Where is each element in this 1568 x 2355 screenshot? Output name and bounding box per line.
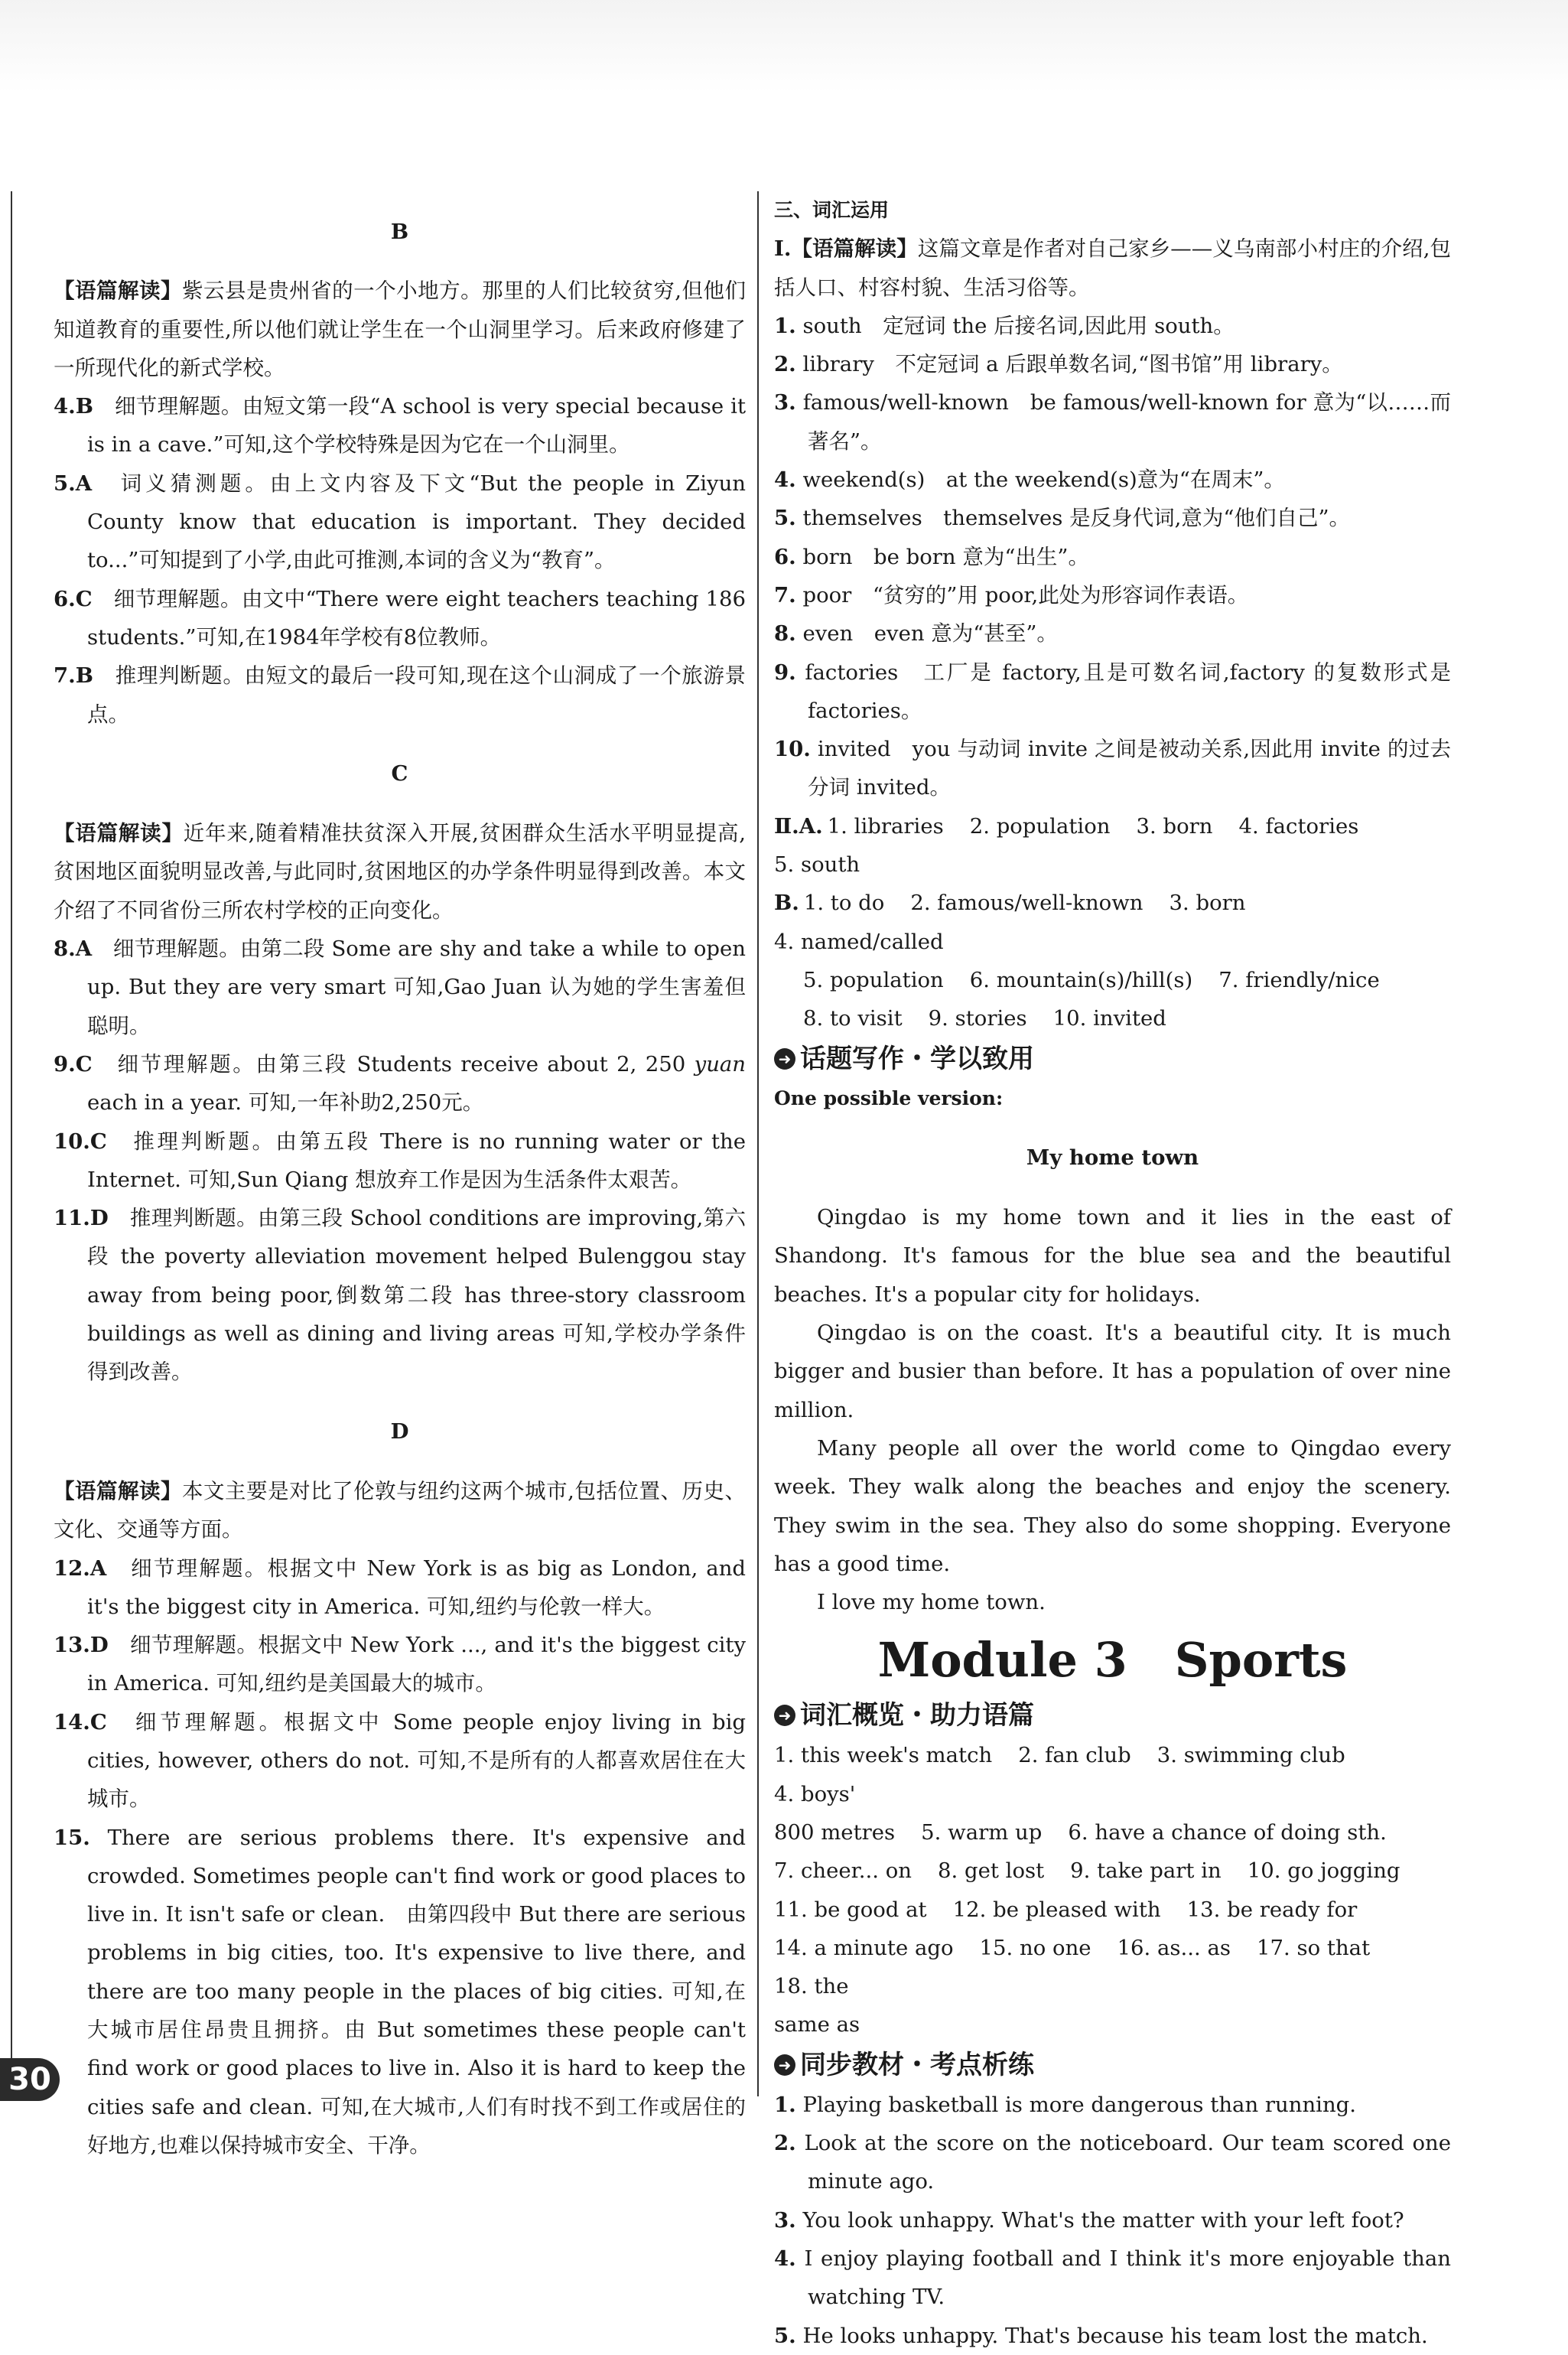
part-ii-b-row3: 8. to visit 9. stories 10. invited xyxy=(803,1006,1166,1031)
right-column xyxy=(774,191,1451,2355)
part-ii-b-row2: 5. population 6. mountain(s)/hill(s) 7. friendly/nice xyxy=(803,967,1380,992)
overview-row: 14. a minute ago 15. no one 16. as... as 17. so that 18. the xyxy=(774,1935,1371,1999)
answer-6: 6.C 细节理解题。由文中“There were eight teachers teaching 186 students.”可知,在1984年学校有8位教师。 xyxy=(54,586,747,650)
overview-row: same as xyxy=(774,2012,860,2037)
answer-8: 8.A 细节理解题。由第二段 Some are shy and take a while to open up. But they are very smart 可知,Gao Juan 认为她的学生害羞但聪明。 xyxy=(54,936,747,1038)
sync-section-title: ➜ 同步教材・考点析练 xyxy=(774,2044,1451,2086)
vocab-answer: 10. invited you 与动词 invite 之间是被动关系,因此用 invite 的过去分词 invited。 xyxy=(774,737,1451,800)
vocab-usage-heading: 三、词汇运用 xyxy=(774,199,890,221)
answer-13: 13.D 细节理解题。根据文中 New York ..., and it's the biggest city in America. 可知,纽约是美国最大的城市。 xyxy=(54,1633,746,1696)
overview-row: 7. cheer... on 8. get lost 9. take part in 10. go jogging xyxy=(774,1858,1400,1884)
arrow-circle-icon: ➜ xyxy=(774,1048,795,1070)
essay-paragraph: Qingdao is my home town and it lies in the east of Shandong. It's famous for the blue sea and the beautiful beaches. It's a popular city for holidays. xyxy=(774,1205,1451,1307)
left-column xyxy=(54,191,746,2164)
essay-paragraph: Many people all over the world come to Qingdao every week. They walk along the beaches and enjoy the scenery. They swim in the sea. They also do some shopping. Everyone has a good time. xyxy=(774,1435,1451,1576)
sync-answer: 1. Playing basketball is more dangerous than running. xyxy=(774,2092,1357,2117)
vocab-answer: 2. library 不定冠词 a 后跟单数名词,“图书馆”用 library。 xyxy=(774,352,1343,377)
reading-d: 【语篇解读】本文主要是对比了伦敦与纽约这两个城市,包括位置、历史、文化、交通等方面。 xyxy=(54,1478,746,1542)
answer-10: 10.C 推理判断题。由第五段 There is no running water or the Internet. 可知,Sun Qiang 想放弃工作是因为生活条件太艰苦。 xyxy=(54,1129,747,1192)
reading-b: 【语篇解读】紫云县是贵州省的一个小地方。那里的人们比较贫穷,但他们知道教育的重要性,所以他们就让学生在一个山洞里学习。后来政府修建了一所现代化的新式学校。 xyxy=(54,278,746,380)
section-heading-c: C xyxy=(391,761,408,787)
vocab-answer: 9. factories 工厂是 factory,且是可数名词,factory 的复数形式是 factories。 xyxy=(774,660,1451,723)
vocab-answer: 4. weekend(s) at the weekend(s)意为“在周末”。 xyxy=(774,467,1285,493)
essay-paragraph: Qingdao is on the coast. It's a beautiful city. It is much bigger and busier than before. It has a population of over nine million. xyxy=(774,1321,1451,1422)
reading-c: 【语篇解读】近年来,随着精准扶贫深入开展,贫困群众生活水平明显提高,贫困地区面貌明显改善,与此同时,贫困地区的办学条件明显得到改善。本文介绍了不同省份三所农村学校的正向变化。 xyxy=(54,821,746,923)
answer-11: 11.D 推理判断题。由第三段 School conditions are improving,第六段 the poverty alleviation movement helped Bulenggou stay away from being poor,倒数第二段 has three-story classroom buildings as well as dining and living areas 可知,学校办学条件得到改善。 xyxy=(54,1206,747,1385)
overview-row: 800 metres 5. warm up 6. have a chance of doing sth. xyxy=(774,1819,1387,1845)
reading-tag: 【语篇解读】 xyxy=(54,278,183,304)
section-heading-b: B xyxy=(390,219,409,244)
section-heading-d: D xyxy=(390,1419,409,1445)
left-margin-rule xyxy=(11,191,12,2073)
vocab-answer: 6. born be born 意为“出生”。 xyxy=(774,544,1089,569)
part-ii-b: B. 1. to do 2. famous/well-known 3. born 4. named/called xyxy=(774,891,1246,954)
answer-15: 15. There are serious problems there. It's expensive and crowded. Sometimes people can't find work or good places to live in. It isn't safe or clean. 由第四段中 But there are serious problems in big cities, too. It's expensive to live there, and there are too many people in the places of big cities. 可知,在大城市居住昂贵且拥挤。由 But sometimes these people can't find work or good places to live in. Also it is hard to keep the cities safe and clean. 可知,在大城市,人们有时找不到工作或居住的好地方,也难以保持城市安全、干净。 xyxy=(54,1825,746,2158)
sync-answer: 2. Look at the score on the noticeboard. Our team scored one minute ago. xyxy=(774,2131,1452,2194)
sync-answer: 4. I enjoy playing football and I think it's more enjoyable than watching TV. xyxy=(774,2246,1451,2310)
answer-9: 9.C 细节理解题。由第三段 Students receive about 2, 250 yuan each in a year. 可知,一年补助2,250元。 xyxy=(54,1051,747,1116)
sync-answer: 5. He looks unhappy. That's because his team lost the match. xyxy=(774,2323,1428,2348)
vocab-answer: 5. themselves themselves 是反身代词,意为“他们自己”。 xyxy=(774,506,1351,531)
answer-7: 7.B 推理判断题。由短文的最后一段可知,现在这个山洞成了一个旅游景点。 xyxy=(54,663,746,727)
part-ii-a: Ⅱ.A. 1. libraries 2. population 3. born 4. factories 5. south xyxy=(774,813,1359,878)
vocab-answer: 1. south 定冠词 the 后接名词,因此用 south。 xyxy=(774,313,1235,338)
module-title: Module 3 Sports xyxy=(877,1632,1348,1689)
overview-row: 11. be good at 12. be pleased with 13. be ready for xyxy=(774,1897,1358,1922)
vocab-usage-intro: Ⅰ.【语篇解读】这篇文章是作者对自己家乡——义乌南部小村庄的介绍,包括人口、村容村貌、生活习俗等。 xyxy=(774,236,1451,300)
page-top-shadow xyxy=(0,0,1568,92)
essay-title: My home town xyxy=(1026,1145,1199,1171)
vocab-answer: 3. famous/well-known be famous/well-known for 意为“以……而著名”。 xyxy=(774,390,1451,454)
page-number: 30 xyxy=(0,2058,60,2101)
answer-4: 4.B 细节理解题。由短文第一段“A school is very special because it is in a cave.”可知,这个学校特殊是因为它在一个山洞里。 xyxy=(54,394,746,458)
answer-5: 5.A 词义猜测题。由上文内容及下文“But the people in Ziyun County know that education is important. They decided to...”可知提到了小学,由此可推测,本词的含义为“教育”。 xyxy=(54,471,746,573)
overview-row: 1. this week's match 2. fan club 3. swimming club 4. boys' xyxy=(774,1743,1345,1806)
possible-version-label: One possible version: xyxy=(774,1086,1004,1109)
vocab-overview-title: ➜ 词汇概览・助力语篇 xyxy=(774,1695,1451,1736)
essay-paragraph: I love my home town. xyxy=(817,1590,1046,1615)
writing-section-title: ➜ 话题写作・学以致用 xyxy=(774,1038,1451,1080)
answer-12: 12.A 细节理解题。根据文中 New York is as big as London, and it's the biggest city in America. 可知,纽约与伦敦一样大。 xyxy=(54,1555,747,1619)
answer-14: 14.C 细节理解题。根据文中 Some people enjoy living in big cities, however, others do not. 可知,不是所有的人都喜欢居住在大城市。 xyxy=(54,1709,747,1812)
vocab-answer: 8. even even 意为“甚至”。 xyxy=(774,621,1058,647)
vocab-answer: 7. poor “贫穷的”用 poor,此处为形容词作表语。 xyxy=(774,582,1249,607)
arrow-circle-icon: ➜ xyxy=(774,1705,795,1726)
column-divider xyxy=(757,191,759,2096)
sync-answer: 3. You look unhappy. What's the matter with your left foot? xyxy=(774,2207,1404,2233)
arrow-circle-icon: ➜ xyxy=(774,2054,795,2076)
